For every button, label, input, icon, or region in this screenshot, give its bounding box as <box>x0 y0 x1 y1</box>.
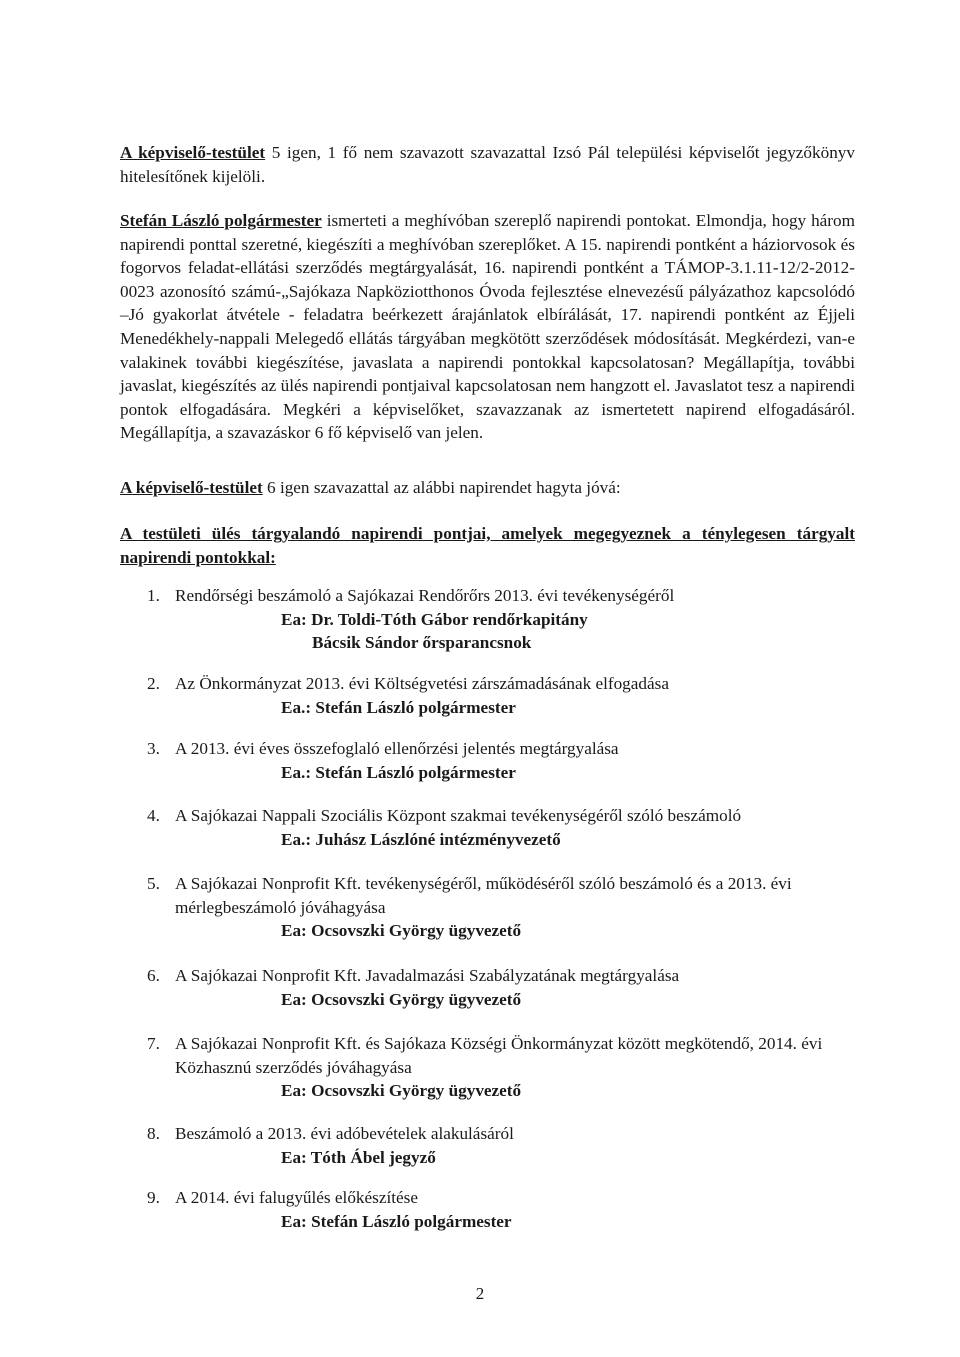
agenda-item-presenter: Ea: Tóth Ábel jegyző <box>281 1147 436 1167</box>
agenda-item-number: 4. <box>147 806 160 825</box>
agenda-item-9 <box>147 1186 855 1233</box>
paragraph-lead: Stefán László polgármester <box>120 211 322 230</box>
paragraph-lead: A képviselő-testület <box>120 478 263 497</box>
agenda-item-title: A Sajókazai Nonprofit Kft. és Sajókaza Községi Önkormányzat között megkötendő, 2014. évi Közhasznú szerződés jóváhagyása <box>175 1034 823 1077</box>
agenda-item-presenter: Ea.: Stefán László polgármester <box>281 697 516 717</box>
agenda-item-presenter: Ea: Dr. Toldi-Tóth Gábor rendőrkapitány <box>281 609 588 629</box>
agenda-item-5 <box>147 872 855 943</box>
paragraph-approval <box>120 476 855 500</box>
agenda-item-title: Beszámoló a 2013. évi adóbevételek alakulásáról <box>175 1124 514 1143</box>
agenda-item-number: 9. <box>147 1188 160 1207</box>
agenda-item-number: 7. <box>147 1034 160 1053</box>
agenda-item-presenter-2: Bácsik Sándor őrsparancsnok <box>312 633 532 653</box>
paragraph-text: ismerteti a meghívóban szereplő napirendi pontokat. Elmondja, hogy három napirendi ponttal szeretné, kiegészíti a meghívóban szereplőket. A 15. napirendi pontként a háziorvosok és fogorvos feladat-ellátási szerződés megtárgyalását, 16. napirendi pontként a TÁMOP-3.1.11-12/2-2012-0023 azonosító számú-„Sajókaza Napköziotthonos Óvoda fejlesztése elnevezésű pályázathoz kapcsolódó –Jó gyakorlat átvétele - feladatra beérkezett árajánlatok elbírálását, 17. napirendi pontként az Éjjeli Menedékhely-nappali Melegedő ellátás tárgyában megkötött szerződések módosítását. Megkérdezi, van-e valakinek további kiegészítése, javaslata a napirendi pontokkal kapcsolatosan? Megállapítja, további javaslat, kiegészítés az ülés napirendi pontjaival kapcsolatosan nem hangzott el. Javaslatot tesz a napirendi pontok elfogadására. Megkéri a képviselőket, szavazzanak az ismertetett napirend elfogadásáról. Megállapítja, a szavazáskor 6 fő képviselő van jelen. <box>120 211 855 443</box>
agenda-item-title: Az Önkormányzat 2013. évi Költségvetési zárszámadásának elfogadása <box>175 674 669 693</box>
agenda-item-7 <box>147 1032 855 1103</box>
agenda-item-title: A Sajókazai Nappali Szociális Központ szakmai tevékenységéről szóló beszámoló <box>175 806 742 825</box>
agenda-item-title: A Sajókazai Nonprofit Kft. tevékenységéről, működéséről szóló beszámoló és a 2013. évi mérlegbeszámoló jóváhagyása <box>175 874 792 917</box>
agenda-item-title: Rendőrségi beszámoló a Sajókazai Rendőrőrs 2013. évi tevékenységéről <box>175 586 675 605</box>
agenda-item-title: A 2014. évi falugyűlés előkészítése <box>175 1188 418 1207</box>
paragraph-text: 5 igen, 1 fő nem szavazott szavazattal Izsó Pál települési képviselőt jegyzőkönyv hitelesítőnek kijelöli. <box>120 143 855 186</box>
agenda-item-number: 5. <box>147 874 160 893</box>
agenda-item-number: 1. <box>147 586 160 605</box>
agenda-item-number: 8. <box>147 1124 160 1143</box>
agenda-item-3 <box>147 737 855 784</box>
agenda-item-presenter: Ea: Ocsovszki György ügyvezető <box>281 1081 522 1101</box>
agenda-item-presenter: Ea.: Stefán László polgármester <box>281 762 516 782</box>
agenda-item-8 <box>147 1122 855 1169</box>
agenda-item-1 <box>147 584 855 655</box>
paragraph-text: 6 igen szavazattal az alábbi napirendet hagyta jóvá: <box>262 478 621 497</box>
agenda-item-presenter: Ea: Ocsovszki György ügyvezető <box>281 989 522 1009</box>
agenda-item-presenter: Ea: Stefán László polgármester <box>281 1211 512 1231</box>
agenda-item-presenter: Ea.: Juhász Lászlóné intézményvezető <box>281 829 561 849</box>
agenda-item-2 <box>147 672 855 719</box>
agenda-item-4 <box>147 804 855 851</box>
agenda-item-title: A Sajókazai Nonprofit Kft. Javadalmazási Szabályzatának megtárgyalása <box>175 966 680 985</box>
agenda-item-number: 2. <box>147 674 160 693</box>
agenda-item-number: 3. <box>147 739 160 758</box>
paragraph-lead: A képviselő-testület <box>120 143 266 162</box>
paragraph-attestation <box>120 141 855 188</box>
agenda-item-number: 6. <box>147 966 160 985</box>
agenda-item-6 <box>147 964 855 1011</box>
page-number: 2 <box>475 1284 485 1303</box>
agenda-heading: A testületi ülés tárgyalandó napirendi pontjai, amelyek megegyeznek a ténylegesen tárgyalt napirendi pontokkal: <box>120 524 855 567</box>
paragraph-agenda-intro <box>120 209 855 445</box>
agenda-item-title: A 2013. évi éves összefoglaló ellenőrzési jelentés megtárgyalása <box>175 739 619 758</box>
agenda-item-presenter: Ea: Ocsovszki György ügyvezető <box>281 921 522 941</box>
